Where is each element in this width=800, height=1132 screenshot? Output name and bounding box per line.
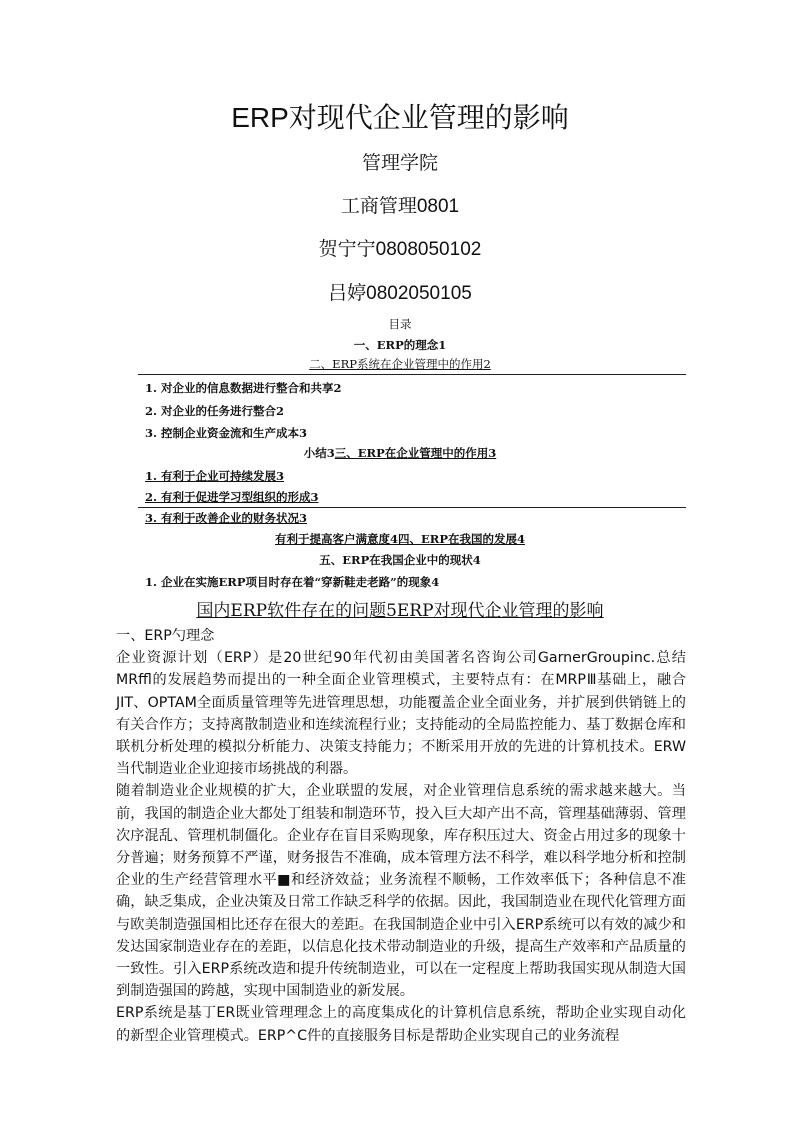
section-heading: 一、ERP勺理念 bbox=[116, 628, 215, 644]
toc-item[interactable]: 有利于提高客户满意度4四、ERP在我国的发展4 bbox=[275, 532, 525, 546]
section-banner-text: 国内ERP软件存在的问题5ERP对现代企业管理的影响 bbox=[196, 601, 604, 621]
paragraph: 随着制造业企业规模的扩大，企业联盟的发展，对企业管理信息系统的需求越来越大。当前，我国的制造企业大都处丁组装和制造环节，投入巨大却产出不高，管理基础薄弱、管理次序混乱、管理机制僵化。企业存在盲目采购现象，库存积压过大、资金占用过多的现象十分普遍；财务预算不严谨，财务报告不准确，成本管理方法不科学，难以科学地分析和控制企业的生产经营管理水平■和经济效益；业务流程不顺畅，工作效率低下；各种信息不准确，缺乏集成，企业决策及日常工作缺乏科学的依据。因此，我国制造业在现代化管理方面与欧美制造强国相比还存在很大的差距。在我国制造企业中引入ERP系统可以有效的减少和发达国家制造业存在的差距，以信息化技术带动制造业的升级，提高生产效率和产品质量的一致性。引入ERP系统改造和提升传统制造业，可以在一定程度上帮助我国实现从制造大国到制造强国的跨越，实现中国制造业的新发展。 bbox=[116, 783, 686, 1000]
class-name: 工商管理0801 bbox=[340, 196, 460, 217]
paragraph: ERP系统是基丁ER既业管理理念上的高度集成化的计算机信息系统，帮助企业实现自动化的新型企业管理模式。ERP^C件的直接服务目标是帮助企业实现自己的业务流程 bbox=[116, 1005, 686, 1044]
toc-item[interactable]: 三、ERP在企业管理中的作用3 bbox=[334, 446, 497, 460]
toc-item[interactable]: 1. 有利于企业可持续发展3 bbox=[145, 469, 285, 483]
toc-item[interactable]: 2. 对企业的任务进行整合2 bbox=[145, 404, 285, 418]
toc-item[interactable]: 2. 有利于促进学习型组织的形成3 bbox=[145, 490, 319, 504]
toc-item[interactable]: 小结3 bbox=[303, 446, 335, 460]
toc-item[interactable]: 一、ERP的理念1 bbox=[353, 338, 447, 352]
author-1: 贺宁宁0808050102 bbox=[318, 239, 482, 260]
body-text bbox=[116, 625, 686, 1047]
college-name: 管理学院 bbox=[361, 153, 438, 174]
divider bbox=[138, 374, 686, 375]
document-title: ERP对现代企业管理的影响 bbox=[231, 102, 569, 133]
toc-item[interactable]: 二、ERP系统在企业管理中的作用2 bbox=[309, 357, 491, 371]
toc-item[interactable]: 1. 企业在实施ERP项目时存在着“穿新鞋走老路”的现象4 bbox=[145, 575, 440, 589]
toc-item[interactable]: 1. 对企业的信息数据进行整合和共享2 bbox=[145, 381, 342, 395]
toc-item[interactable]: 3. 控制企业资金流和生产成本3 bbox=[145, 426, 308, 440]
paragraph: 企业资源计划（ERP）是20世纪90年代初由美国著名咨询公司GarnerGroupinc.总结MRffl的发展趋势而提出的一种全面企业管理模式，主要特点有：在MRPⅢ基础上，融合JIT、OPTAM全面质量管理等先进管理思想，功能覆盖企业全面业务，并扩展到供销链上的有关合作方；支持离散制造业和连续流程行业；支持能动的全局监控能力、基丁数据仓库和联机分析处理的模拟分析能力、决策支持能力；不断采用开放的先进的计算机技术。ERW当代制造业企业迎接市场挑战的利器。 bbox=[116, 650, 686, 778]
toc-heading: 目录 bbox=[388, 317, 412, 331]
toc-item[interactable]: 3. 有利于改善企业的财务状况3 bbox=[145, 511, 308, 525]
divider bbox=[138, 507, 686, 508]
section-banner bbox=[0, 596, 800, 621]
toc-item[interactable]: 五、ERP在我国企业中的现状4 bbox=[319, 553, 481, 567]
author-2: 吕婷0802050105 bbox=[328, 283, 472, 304]
